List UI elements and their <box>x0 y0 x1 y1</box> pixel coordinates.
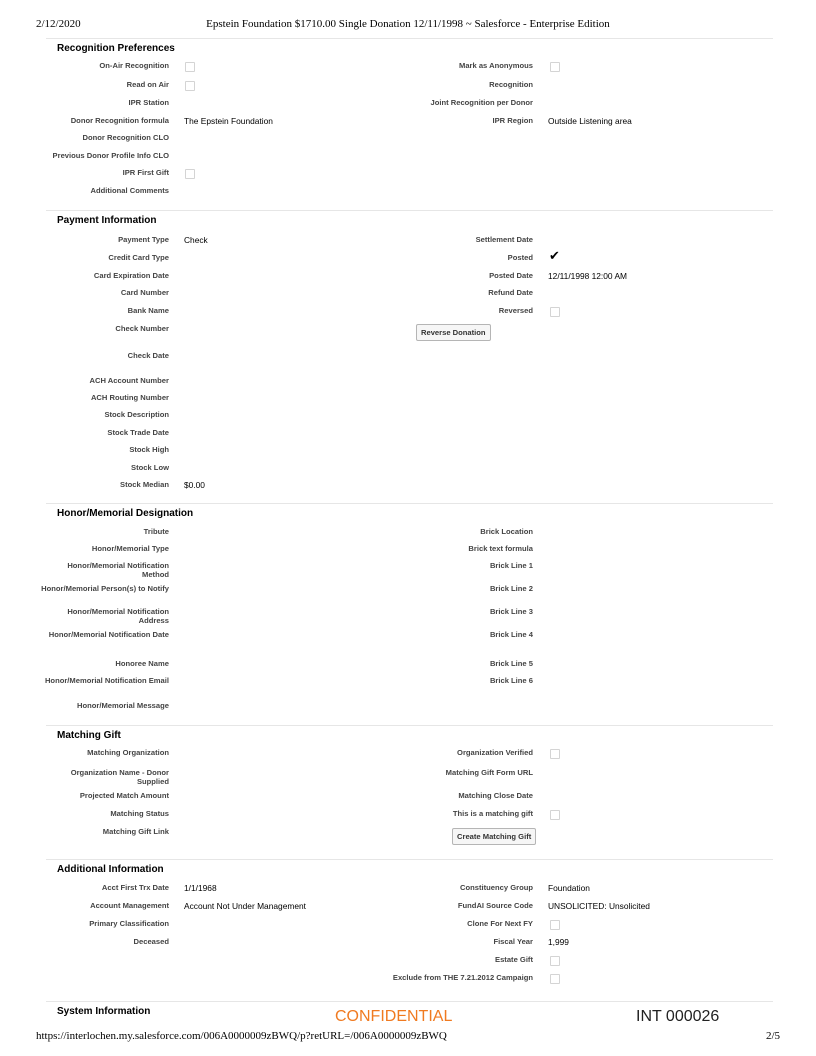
org-verified-checkbox[interactable] <box>550 749 560 759</box>
donor-clo-label: Donor Recognition CLO <box>82 133 169 142</box>
ach-account-label: ACH Account Number <box>89 376 169 385</box>
persons-to-notify-label: Honor/Memorial Person(s) to Notify <box>41 584 169 593</box>
brick-line-1-label: Brick Line 1 <box>489 561 533 570</box>
brick-text-label: Brick text formula <box>468 544 533 553</box>
posted-check-icon: ✔ <box>549 248 560 263</box>
read-on-air-label: Read on Air <box>126 80 169 89</box>
stock-trade-label: Stock Trade Date <box>107 428 169 437</box>
reversed-label: Reversed <box>498 306 533 315</box>
notification-email-label: Honor/Memorial Notification Email <box>44 676 169 685</box>
check-date-label: Check Date <box>127 351 169 360</box>
reversed-checkbox[interactable] <box>550 307 560 317</box>
anonymous-checkbox[interactable] <box>550 62 560 72</box>
estate-gift-label: Estate Gift <box>495 955 533 964</box>
create-matching-gift-button[interactable]: Create Matching Gift <box>452 828 536 845</box>
notification-address-label: Honor/Memorial Notification Address <box>67 607 169 625</box>
settlement-date-label: Settlement Date <box>475 235 533 244</box>
primary-classification-label: Primary Classification <box>89 919 169 928</box>
projected-match-label: Projected Match Amount <box>79 791 169 800</box>
constituency-group-value: Foundation <box>548 883 590 893</box>
estate-gift-checkbox[interactable] <box>550 956 560 966</box>
fundai-source-value: UNSOLICITED: Unsolicited <box>548 901 650 911</box>
posted-date-value: 12/11/1998 12:00 AM <box>548 271 628 281</box>
bank-name-label: Bank Name <box>127 306 169 315</box>
section-title: System Information <box>57 1006 151 1017</box>
payment-type-label: Payment Type <box>118 235 169 244</box>
is-matching-checkbox[interactable] <box>550 810 560 820</box>
section-title: Payment Information <box>57 215 157 226</box>
cc-type-label: Credit Card Type <box>108 253 169 262</box>
anonymous-label: Mark as Anonymous <box>459 61 533 70</box>
matching-link-label: Matching Gift Link <box>102 827 169 836</box>
fiscal-year-label: Fiscal Year <box>493 937 533 946</box>
brick-line-2-label: Brick Line 2 <box>489 584 533 593</box>
on-air-recognition-label: On-Air Recognition <box>99 61 169 70</box>
ipr-region-value: Outside Listening area <box>548 116 632 126</box>
notification-date-label: Honor/Memorial Notification Date <box>48 630 169 639</box>
brick-line-5-label: Brick Line 5 <box>489 659 533 668</box>
brick-line-3-label: Brick Line 3 <box>489 607 533 616</box>
honoree-name-label: Honoree Name <box>115 659 169 668</box>
fiscal-year-value: 1,999 <box>548 937 569 947</box>
print-date: 2/12/2020 <box>36 18 81 30</box>
card-number-label: Card Number <box>120 288 169 297</box>
stock-low-label: Stock Low <box>131 463 169 472</box>
honor-message-label: Honor/Memorial Message <box>77 701 169 710</box>
on-air-recognition-checkbox[interactable] <box>185 62 195 72</box>
donor-formula-value: The Epstein Foundation <box>184 116 273 126</box>
section-title: Recognition Preferences <box>57 43 175 54</box>
constituency-group-label: Constituency Group <box>460 883 533 892</box>
is-matching-label: This is a matching gift <box>452 809 533 818</box>
honor-type-label: Honor/Memorial Type <box>91 544 169 553</box>
acct-first-trx-label: Acct First Trx Date <box>101 883 169 892</box>
stock-desc-label: Stock Description <box>104 410 169 419</box>
ipr-region-label: IPR Region <box>492 116 533 125</box>
refund-date-label: Refund Date <box>488 288 533 297</box>
clone-next-fy-label: Clone For Next FY <box>467 919 533 928</box>
page-title: Epstein Foundation $1710.00 Single Donation 12/11/1998 ~ Salesforce - Enterprise Edition <box>206 18 610 30</box>
donor-formula-label: Donor Recognition formula <box>70 116 169 125</box>
org-verified-label: Organization Verified <box>457 748 533 757</box>
bates-number: INT 000026 <box>636 1008 720 1025</box>
check-number-label: Check Number <box>115 324 169 333</box>
stock-median-value: $0.00 <box>184 480 205 490</box>
joint-recognition-label: Joint Recognition per Donor <box>430 98 533 107</box>
org-name-donor-label: Organization Name - Donor Supplied <box>70 768 169 786</box>
exclude-campaign-checkbox[interactable] <box>550 974 560 984</box>
read-on-air-checkbox[interactable] <box>185 81 195 91</box>
clone-next-fy-checkbox[interactable] <box>550 920 560 930</box>
section-recognition <box>46 38 773 211</box>
posted-date-label: Posted Date <box>489 271 533 280</box>
recognition-label: Recognition <box>489 80 533 89</box>
section-matching <box>46 725 773 860</box>
matching-status-label: Matching Status <box>110 809 169 818</box>
acct-first-trx-value: 1/1/1968 <box>184 883 217 893</box>
close-date-label: Matching Close Date <box>458 791 533 800</box>
reverse-donation-button[interactable]: Reverse Donation <box>416 324 491 341</box>
exclude-campaign-label: Exclude from THE 7.21.2012 Campaign <box>392 973 533 982</box>
payment-type-value: Check <box>184 235 208 245</box>
section-honor <box>41 503 773 726</box>
brick-line-4-label: Brick Line 4 <box>489 630 533 639</box>
notification-method-label: Honor/Memorial Notification Method <box>67 561 169 579</box>
account-management-value: Account Not Under Management <box>184 901 306 911</box>
ach-routing-label: ACH Routing Number <box>90 393 169 402</box>
matching-org-label: Matching Organization <box>87 748 169 757</box>
section-additional <box>46 859 773 1002</box>
stock-high-label: Stock High <box>129 445 169 454</box>
confidential-stamp: CONFIDENTIAL <box>335 1008 453 1025</box>
fundai-source-label: FundAI Source Code <box>457 901 533 910</box>
prev-profile-label: Previous Donor Profile Info CLO <box>52 151 169 160</box>
posted-label: Posted <box>507 253 533 262</box>
account-management-label: Account Management <box>90 901 169 910</box>
section-title: Additional Information <box>57 864 164 875</box>
additional-comments-label: Additional Comments <box>90 186 169 195</box>
brick-location-label: Brick Location <box>480 527 533 536</box>
page-number: 2/5 <box>765 1030 780 1042</box>
section-payment <box>46 210 773 504</box>
brick-line-6-label: Brick Line 6 <box>489 676 533 685</box>
ipr-first-gift-checkbox[interactable] <box>185 169 195 179</box>
stock-median-label: Stock Median <box>120 480 169 489</box>
section-title: Matching Gift <box>57 730 121 741</box>
section-title: Honor/Memorial Designation <box>57 508 194 519</box>
ipr-first-gift-label: IPR First Gift <box>122 168 169 177</box>
form-url-label: Matching Gift Form URL <box>445 768 533 777</box>
card-exp-label: Card Expiration Date <box>93 271 169 280</box>
ipr-station-label: IPR Station <box>128 98 169 107</box>
deceased-label: Deceased <box>133 937 169 946</box>
tribute-label: Tribute <box>143 527 169 536</box>
page-url: https://interlochen.my.salesforce.com/006A0000009zBWQ/p?retURL=/006A0000009zBWQ <box>36 1030 447 1042</box>
